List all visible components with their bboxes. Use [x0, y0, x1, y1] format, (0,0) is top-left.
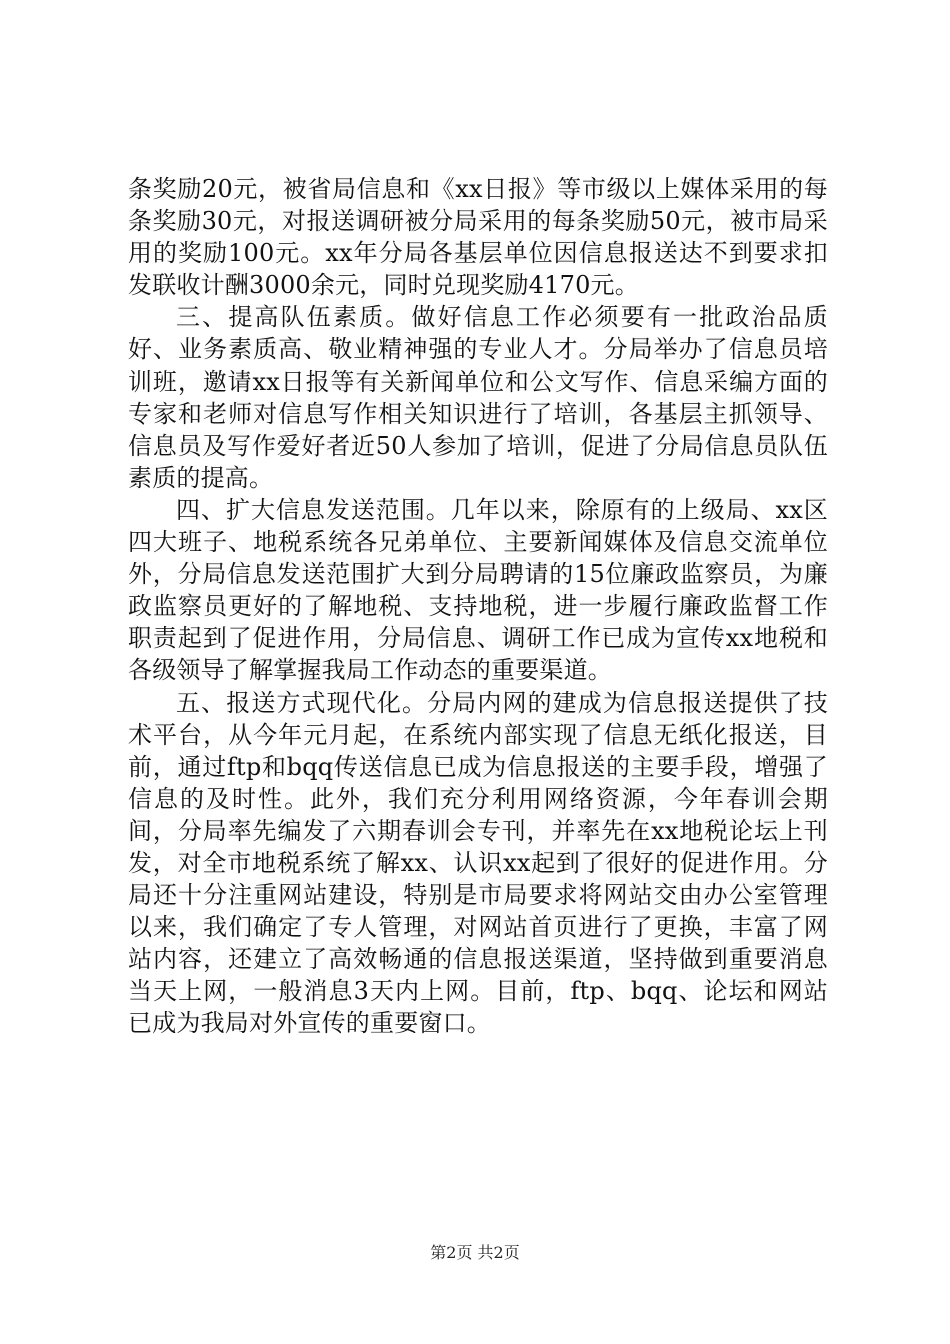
document-body: [128, 173, 828, 1040]
page-number-footer: 第2页 共2页: [430, 1243, 520, 1262]
paragraph-modernization: 五、报送方式现代化。分局内网的建成为信息报送提供了技术平台，从今年元月起，在系统内部实现了信息无纸化报送，目前，通过ftp和bqq传送信息已成为信息报送的主要手段，增强了信息的及时性。此外，我们充分利用网络资源，今年春训会期间，分局率先编发了六期春训会专刊，并率先在xx地税论坛上刊发，对全市地税系统了解xx、认识xx起到了很好的促进作用。分局还十分注重网站建设，特别是市局要求将网站交由办公室管理以来，我们确定了专人管理，对网站首页进行了更换，丰富了网站内容，还建立了高效畅通的信息报送渠道，坚持做到重要消息当天上网，一般消息3天内上网。目前，ftp、bqq、论坛和网站已成为我局对外宣传的重要窗口。: [128, 688, 828, 1038]
paragraph-rewards: 条奖励20元，被省局信息和《xx日报》等市级以上媒体采用的每条奖励30元，对报送调研被分局采用的每条奖励50元，被市局采用的奖励100元。xx年分局各基层单位因信息报送达不到要求扣发联收计酬3000余元，同时兑现奖励4170元。: [128, 175, 828, 300]
paragraph-team-quality: 三、提高队伍素质。做好信息工作必须要有一批政治品质好、业务素质高、敬业精神强的专业人才。分局举办了信息员培训班，邀请xx日报等有关新闻单位和公文写作、信息采编方面的专家和老师对信息写作相关知识进行了培训，各基层主抓领导、信息员及写作爱好者近50人参加了培训，促进了分局信息员队伍素质的提高。: [128, 303, 828, 492]
paragraph-distribution-scope: 四、扩大信息发送范围。几年以来，除原有的上级局、xx区四大班子、地税系统各兄弟单位、主要新闻媒体及信息交流单位外，分局信息发送范围扩大到分局聘请的15位廉政监察员，为廉政监察员更好的了解地税、支持地税，进一步履行廉政监督工作职责起到了促进作用，分局信息、调研工作已成为宣传xx地税和各级领导了解掌握我局工作动态的重要渠道。: [128, 495, 828, 685]
